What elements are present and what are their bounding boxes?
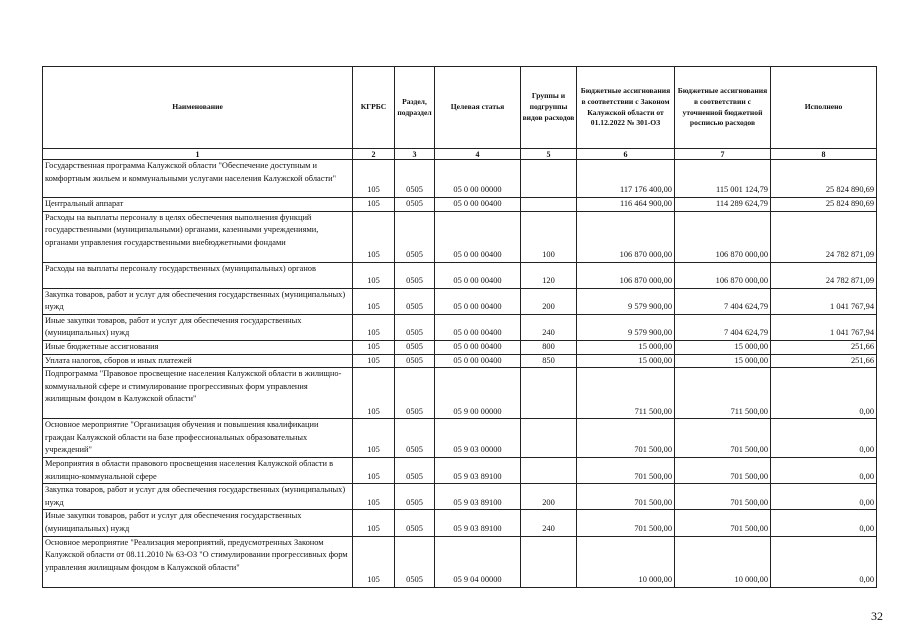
row-kgrbs: 105	[353, 510, 395, 536]
row-law-amount: 106 870 000,00	[577, 211, 675, 262]
row-section: 0505	[395, 354, 435, 368]
row-section: 0505	[395, 340, 435, 354]
row-group: 200	[521, 484, 577, 510]
table-row	[43, 419, 877, 458]
row-target: 05 9 03 00000	[435, 419, 521, 458]
table-row	[43, 510, 877, 536]
header-kgrbs: КГРБС	[353, 67, 395, 149]
row-kgrbs: 105	[353, 198, 395, 212]
row-law-amount: 701 500,00	[577, 419, 675, 458]
row-kgrbs: 105	[353, 368, 395, 419]
row-kgrbs: 105	[353, 288, 395, 314]
table-row	[43, 288, 877, 314]
row-target: 05 9 03 89100	[435, 457, 521, 483]
column-number: 8	[771, 149, 877, 160]
row-group: 240	[521, 510, 577, 536]
table-row	[43, 160, 877, 198]
row-law-amount: 701 500,00	[577, 510, 675, 536]
row-target: 05 9 04 00000	[435, 536, 521, 587]
row-refined-amount: 15 000,00	[675, 340, 771, 354]
row-section: 0505	[395, 484, 435, 510]
row-law-amount: 10 000,00	[577, 536, 675, 587]
header-refined-allocations: Бюджетные ассигнования в соответствии с уточненной бюджетной росписью расходов	[675, 67, 771, 149]
row-group	[521, 457, 577, 483]
row-executed-amount: 0,00	[771, 484, 877, 510]
row-target: 05 0 00 00400	[435, 340, 521, 354]
row-target: 05 0 00 00400	[435, 354, 521, 368]
row-section: 0505	[395, 314, 435, 340]
row-kgrbs: 105	[353, 160, 395, 198]
row-section: 0505	[395, 457, 435, 483]
row-name: Государственная программа Калужской области "Обеспечение доступным и комфортным жильем и коммунальными услугами населения Калужской области"	[43, 160, 353, 198]
table-row	[43, 198, 877, 212]
row-refined-amount: 701 500,00	[675, 419, 771, 458]
row-law-amount: 117 176 400,00	[577, 160, 675, 198]
row-executed-amount: 24 782 871,09	[771, 211, 877, 262]
row-law-amount: 15 000,00	[577, 354, 675, 368]
row-target: 05 9 00 00000	[435, 368, 521, 419]
column-number-row	[43, 149, 877, 160]
table-row	[43, 340, 877, 354]
row-name: Центральный аппарат	[43, 198, 353, 212]
row-refined-amount: 106 870 000,00	[675, 262, 771, 288]
row-kgrbs: 105	[353, 354, 395, 368]
row-refined-amount: 10 000,00	[675, 536, 771, 587]
table-row	[43, 457, 877, 483]
table-row	[43, 536, 877, 587]
row-group: 100	[521, 211, 577, 262]
table-row	[43, 354, 877, 368]
row-group: 240	[521, 314, 577, 340]
row-name: Подпрограмма "Правовое просвещение населения Калужской области в жилищно-коммунальной сфере и стимулирование прогрессивных форм управления жилищным фондом в Калужской области"	[43, 368, 353, 419]
row-kgrbs: 105	[353, 211, 395, 262]
row-target: 05 0 00 00000	[435, 160, 521, 198]
row-refined-amount: 701 500,00	[675, 510, 771, 536]
row-refined-amount: 106 870 000,00	[675, 211, 771, 262]
row-section: 0505	[395, 368, 435, 419]
row-refined-amount: 711 500,00	[675, 368, 771, 419]
table-row	[43, 368, 877, 419]
row-law-amount: 701 500,00	[577, 457, 675, 483]
row-executed-amount: 251,66	[771, 340, 877, 354]
row-name: Расходы на выплаты персоналу в целях обеспечения выполнения функций государственными (муниципальными) органами, казенными учреждениями, органами управления государственными внебюджетными фондами	[43, 211, 353, 262]
row-refined-amount: 15 000,00	[675, 354, 771, 368]
row-executed-amount: 1 041 767,94	[771, 288, 877, 314]
row-refined-amount: 114 289 624,79	[675, 198, 771, 212]
row-law-amount: 701 500,00	[577, 484, 675, 510]
page-number: 32	[871, 609, 883, 623]
row-target: 05 9 03 89100	[435, 484, 521, 510]
row-section: 0505	[395, 160, 435, 198]
row-law-amount: 9 579 900,00	[577, 314, 675, 340]
row-law-amount: 15 000,00	[577, 340, 675, 354]
row-name: Основное мероприятие "Организация обучения и повышения квалификации граждан Калужской области на базе профессиональных образовательных учреждений"	[43, 419, 353, 458]
header-expense-group: Группы и подгруппы видов расходов	[521, 67, 577, 149]
header-executed: Исполнено	[771, 67, 877, 149]
row-section: 0505	[395, 211, 435, 262]
row-kgrbs: 105	[353, 484, 395, 510]
row-kgrbs: 105	[353, 314, 395, 340]
row-law-amount: 106 870 000,00	[577, 262, 675, 288]
row-group	[521, 419, 577, 458]
row-target: 05 0 00 00400	[435, 198, 521, 212]
row-executed-amount: 1 041 767,94	[771, 314, 877, 340]
row-executed-amount: 25 824 890,69	[771, 198, 877, 212]
row-group	[521, 198, 577, 212]
row-target: 05 0 00 00400	[435, 288, 521, 314]
column-number: 1	[43, 149, 353, 160]
table-row	[43, 314, 877, 340]
column-number: 5	[521, 149, 577, 160]
row-kgrbs: 105	[353, 536, 395, 587]
row-name: Мероприятия в области правового просвещения населения Калужской области в жилищно-коммунальной сфере	[43, 457, 353, 483]
row-executed-amount: 0,00	[771, 510, 877, 536]
column-number: 7	[675, 149, 771, 160]
header-name: Наименование	[43, 67, 353, 149]
row-name: Иные бюджетные ассигнования	[43, 340, 353, 354]
column-number: 4	[435, 149, 521, 160]
row-refined-amount: 7 404 624,79	[675, 288, 771, 314]
table-row	[43, 262, 877, 288]
row-target: 05 9 03 89100	[435, 510, 521, 536]
table-row	[43, 484, 877, 510]
row-group: 850	[521, 354, 577, 368]
row-target: 05 0 00 00400	[435, 211, 521, 262]
row-group: 200	[521, 288, 577, 314]
row-name: Расходы на выплаты персоналу государственных (муниципальных) органов	[43, 262, 353, 288]
table-header-row	[43, 67, 877, 149]
row-executed-amount: 0,00	[771, 419, 877, 458]
row-group	[521, 368, 577, 419]
row-name: Закупка товаров, работ и услуг для обеспечения государственных (муниципальных) нужд	[43, 484, 353, 510]
row-group: 120	[521, 262, 577, 288]
row-law-amount: 711 500,00	[577, 368, 675, 419]
column-number: 2	[353, 149, 395, 160]
budget-table	[42, 66, 877, 588]
row-name: Закупка товаров, работ и услуг для обеспечения государственных (муниципальных) нужд	[43, 288, 353, 314]
row-name: Иные закупки товаров, работ и услуг для обеспечения государственных (муниципальных) нужд	[43, 314, 353, 340]
row-law-amount: 116 464 900,00	[577, 198, 675, 212]
header-law-allocations: Бюджетные ассигнования в соответствии с Законом Калужской области от 01.12.2022 № 301-ОЗ	[577, 67, 675, 149]
row-executed-amount: 24 782 871,09	[771, 262, 877, 288]
row-executed-amount: 0,00	[771, 368, 877, 419]
header-target: Целевая статья	[435, 67, 521, 149]
row-target: 05 0 00 00400	[435, 262, 521, 288]
row-section: 0505	[395, 288, 435, 314]
row-name: Основное мероприятие "Реализация мероприятий, предусмотренных Законом Калужской области от 08.11.2010 № 63-ОЗ "О стимулировании прогрессивных форм управления жилищным фондом в Калужской области"	[43, 536, 353, 587]
row-refined-amount: 701 500,00	[675, 484, 771, 510]
row-executed-amount: 251,66	[771, 354, 877, 368]
row-group	[521, 160, 577, 198]
row-target: 05 0 00 00400	[435, 314, 521, 340]
row-section: 0505	[395, 262, 435, 288]
row-group	[521, 536, 577, 587]
row-kgrbs: 105	[353, 340, 395, 354]
row-refined-amount: 701 500,00	[675, 457, 771, 483]
row-section: 0505	[395, 510, 435, 536]
table-row	[43, 211, 877, 262]
column-number: 6	[577, 149, 675, 160]
row-kgrbs: 105	[353, 419, 395, 458]
row-law-amount: 9 579 900,00	[577, 288, 675, 314]
row-section: 0505	[395, 419, 435, 458]
row-kgrbs: 105	[353, 262, 395, 288]
row-refined-amount: 7 404 624,79	[675, 314, 771, 340]
row-section: 0505	[395, 198, 435, 212]
row-executed-amount: 0,00	[771, 536, 877, 587]
row-refined-amount: 115 001 124,79	[675, 160, 771, 198]
row-kgrbs: 105	[353, 457, 395, 483]
row-name: Уплата налогов, сборов и иных платежей	[43, 354, 353, 368]
row-name: Иные закупки товаров, работ и услуг для обеспечения государственных (муниципальных) нужд	[43, 510, 353, 536]
row-executed-amount: 25 824 890,69	[771, 160, 877, 198]
header-section: Раздел, подраздел	[395, 67, 435, 149]
row-section: 0505	[395, 536, 435, 587]
column-number: 3	[395, 149, 435, 160]
row-group: 800	[521, 340, 577, 354]
row-executed-amount: 0,00	[771, 457, 877, 483]
